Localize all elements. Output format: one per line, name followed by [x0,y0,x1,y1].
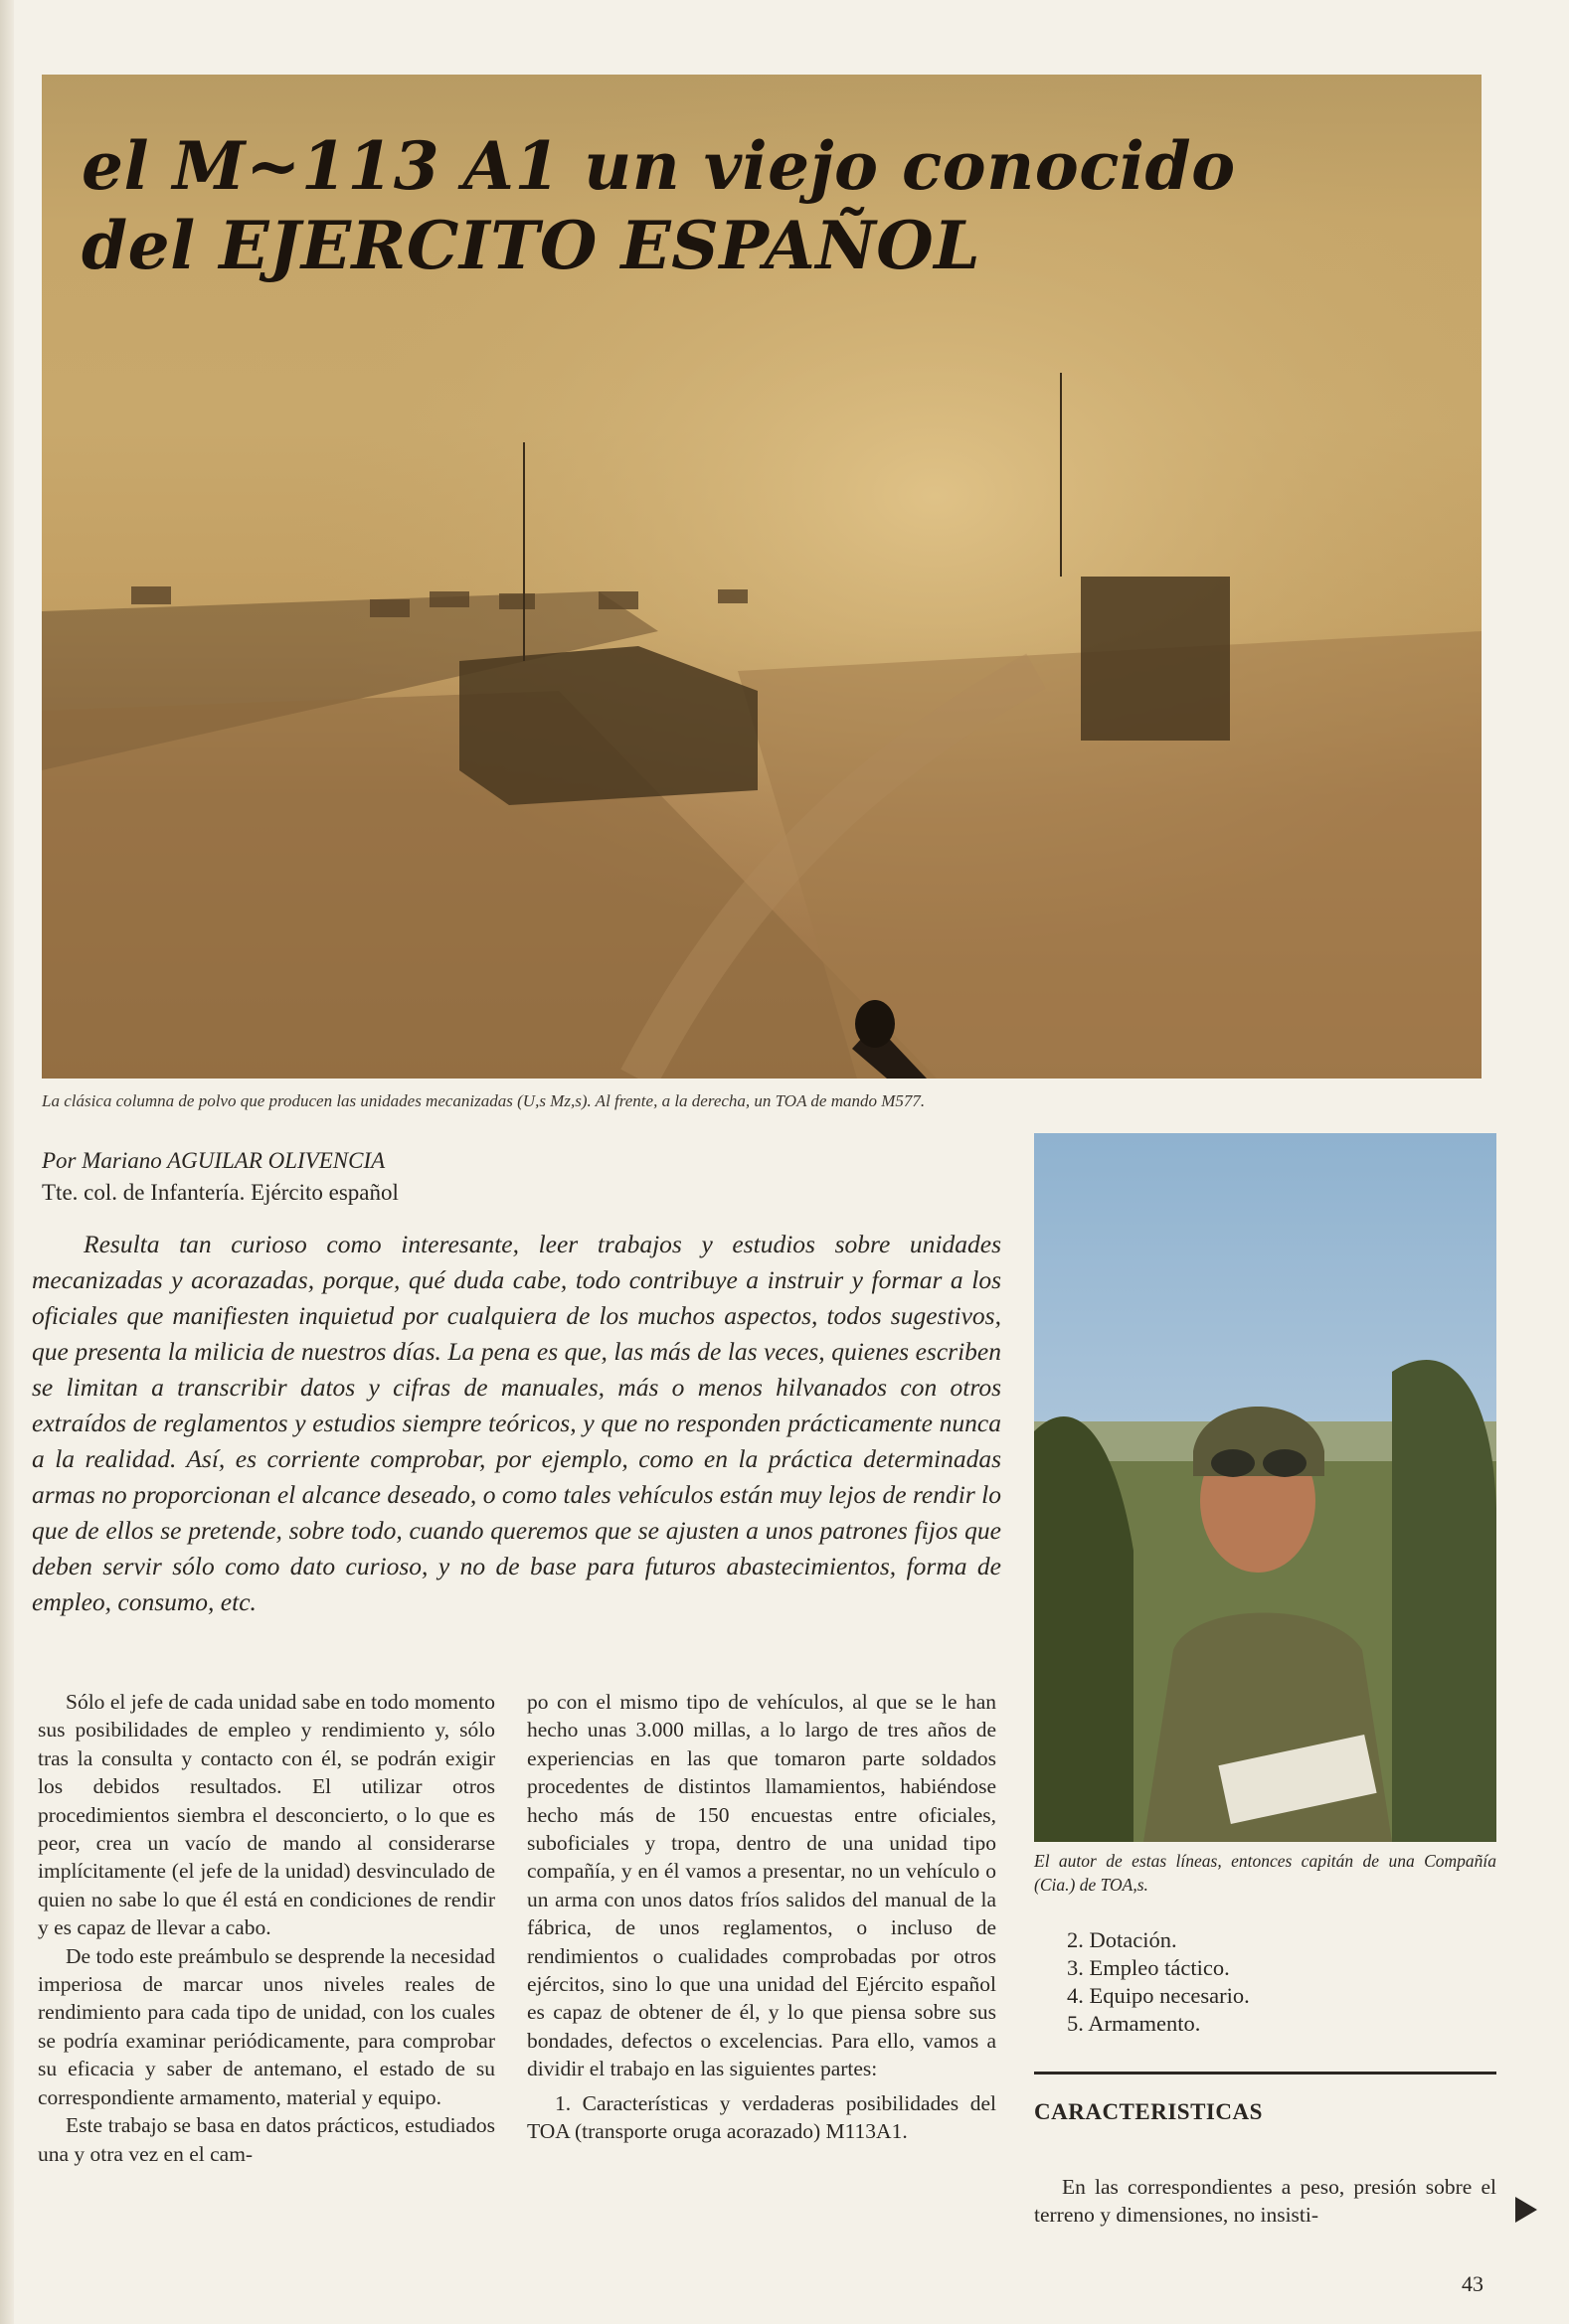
parts-list [1067,1926,1250,2038]
byline [42,1145,399,1209]
main-photo [42,75,1482,1079]
headline-line-2: del EJERCITO ESPAÑOL [82,207,981,284]
paragraph: po con el mismo tipo de vehículos, al que se le han hecho unas 3.000 millas, a lo largo de tres años de experiencias en las que tomaron parte soldados procedentes de distintos llamamientos, habiéndose hecho más de 150 encuestas entre oficiales, suboficiales y tropa, dentro de una unidad tipo compañía, y en él vamos a presentar, no un vehículo o un arma con unos datos fríos salidos del manual de la fábrica, de unos reglamentos, o incluso de rendimientos o cualidades comprobadas por otros ejércitos, sino lo que una unidad del Ejército español es capaz de obtener de él, y lo que piensa sobre sus bondades, defectos o excelencias. Para ello, vamos a dividir el trabajo en las siguientes partes: [527,1690,996,2081]
list-item: 4. Equipo necesario. [1067,1983,1250,2008]
list-item: 1. Características y verdaderas posibilidades del TOA (transporte oruga acorazado) M113A1. [527,2090,996,2144]
continue-arrow-icon [1515,2197,1537,2223]
paragraph: Sólo el jefe de cada unidad sabe en todo momento sus posibilidades de empleo y rendimiento y, sólo tras la consulta y contacto con él, se podrán exigir los debidos resultados. El utilizar otros procedimientos siembra el desconcierto, o lo que es peor, crea un vacío de mando al considerarse implícitamente (el jefe de la unidad) desvinculado de quien no sabe lo que él está en condiciones de rendir y es capaz de llevar a cabo. [38,1690,495,1940]
portrait-caption: El autor de estas líneas, entonces capitán de una Compañía (Cia.) de TOA,s. [1034,1851,1496,1895]
author-rank: Tte. col. de Infantería. Ejército español [42,1180,399,1205]
section-heading: CARACTERISTICAS [1034,2099,1263,2124]
section-divider [1034,2072,1496,2075]
headline-line-1: el M~113 A1 un viejo conocido [82,127,1236,205]
author-portrait-photo [1034,1133,1496,1842]
headline [82,126,1236,285]
page-edge [0,0,14,2324]
portrait-illustration [1034,1133,1496,1842]
author-name: Por Mariano AGUILAR OLIVENCIA [42,1148,386,1173]
list-item: 5. Armamento. [1067,2011,1201,2036]
main-photo-caption: La clásica columna de polvo que producen las unidades mecanizadas (U,s Mz,s). Al frente, a la derecha, un TOA de mando M577. [42,1091,926,1110]
intro-paragraph: Resulta tan curioso como interesante, leer trabajos y estudios sobre unidades mecanizadas y acorazadas, porque, qué duda cabe, todo contribuye a instruir y formar a los oficiales que manifiesten inquietud por cualquiera de los muchos aspectos, todos sugestivos, que presenta la milicia de nuestros días. La pena es que, las más de las veces, quienes escriben se limitan a transcribir datos y cifras de manuales, más o menos hilvanados con otros extraídos de reglamentos y estudios siempre teóricos, y que no responden prácticamente nunca a la realidad. Así, es corriente comprobar, por ejemplo, como en la práctica determinadas armas no proporcionan el alcance deseado, o como tales vehículos están muy lejos de rendir lo que de ellos se pretende, sobre todo, cuando queremos que se ajusten a unos patrones fijos que deben servir sólo como dato curioso, y no de base para futuros abastecimientos, forma de empleo, consumo, etc. [32,1230,1001,1616]
list-item: 2. Dotación. [1067,1927,1177,1952]
body-column-1 [38,1688,495,2168]
list-item: 3. Empleo táctico. [1067,1955,1230,1980]
paragraph: De todo este preámbulo se desprende la necesidad imperiosa de marcar unos niveles reales de rendimiento para cada tipo de unidad, con los cuales se podría examinar periódicamente, para comprobar su eficacia y saber de antemano, el estado de su correspondiente armamento, material y equipo. [38,1943,495,2109]
body-column-3 [1034,2173,1496,2230]
page-number: 43 [1462,2271,1483,2296]
body-column-2 [527,1688,996,2146]
paragraph: Este trabajo se basa en datos prácticos, estudiados una y otra vez en el cam- [38,2113,495,2166]
paragraph: En las correspondientes a peso, presión sobre el terreno y dimensiones, no insisti- [1034,2175,1496,2228]
